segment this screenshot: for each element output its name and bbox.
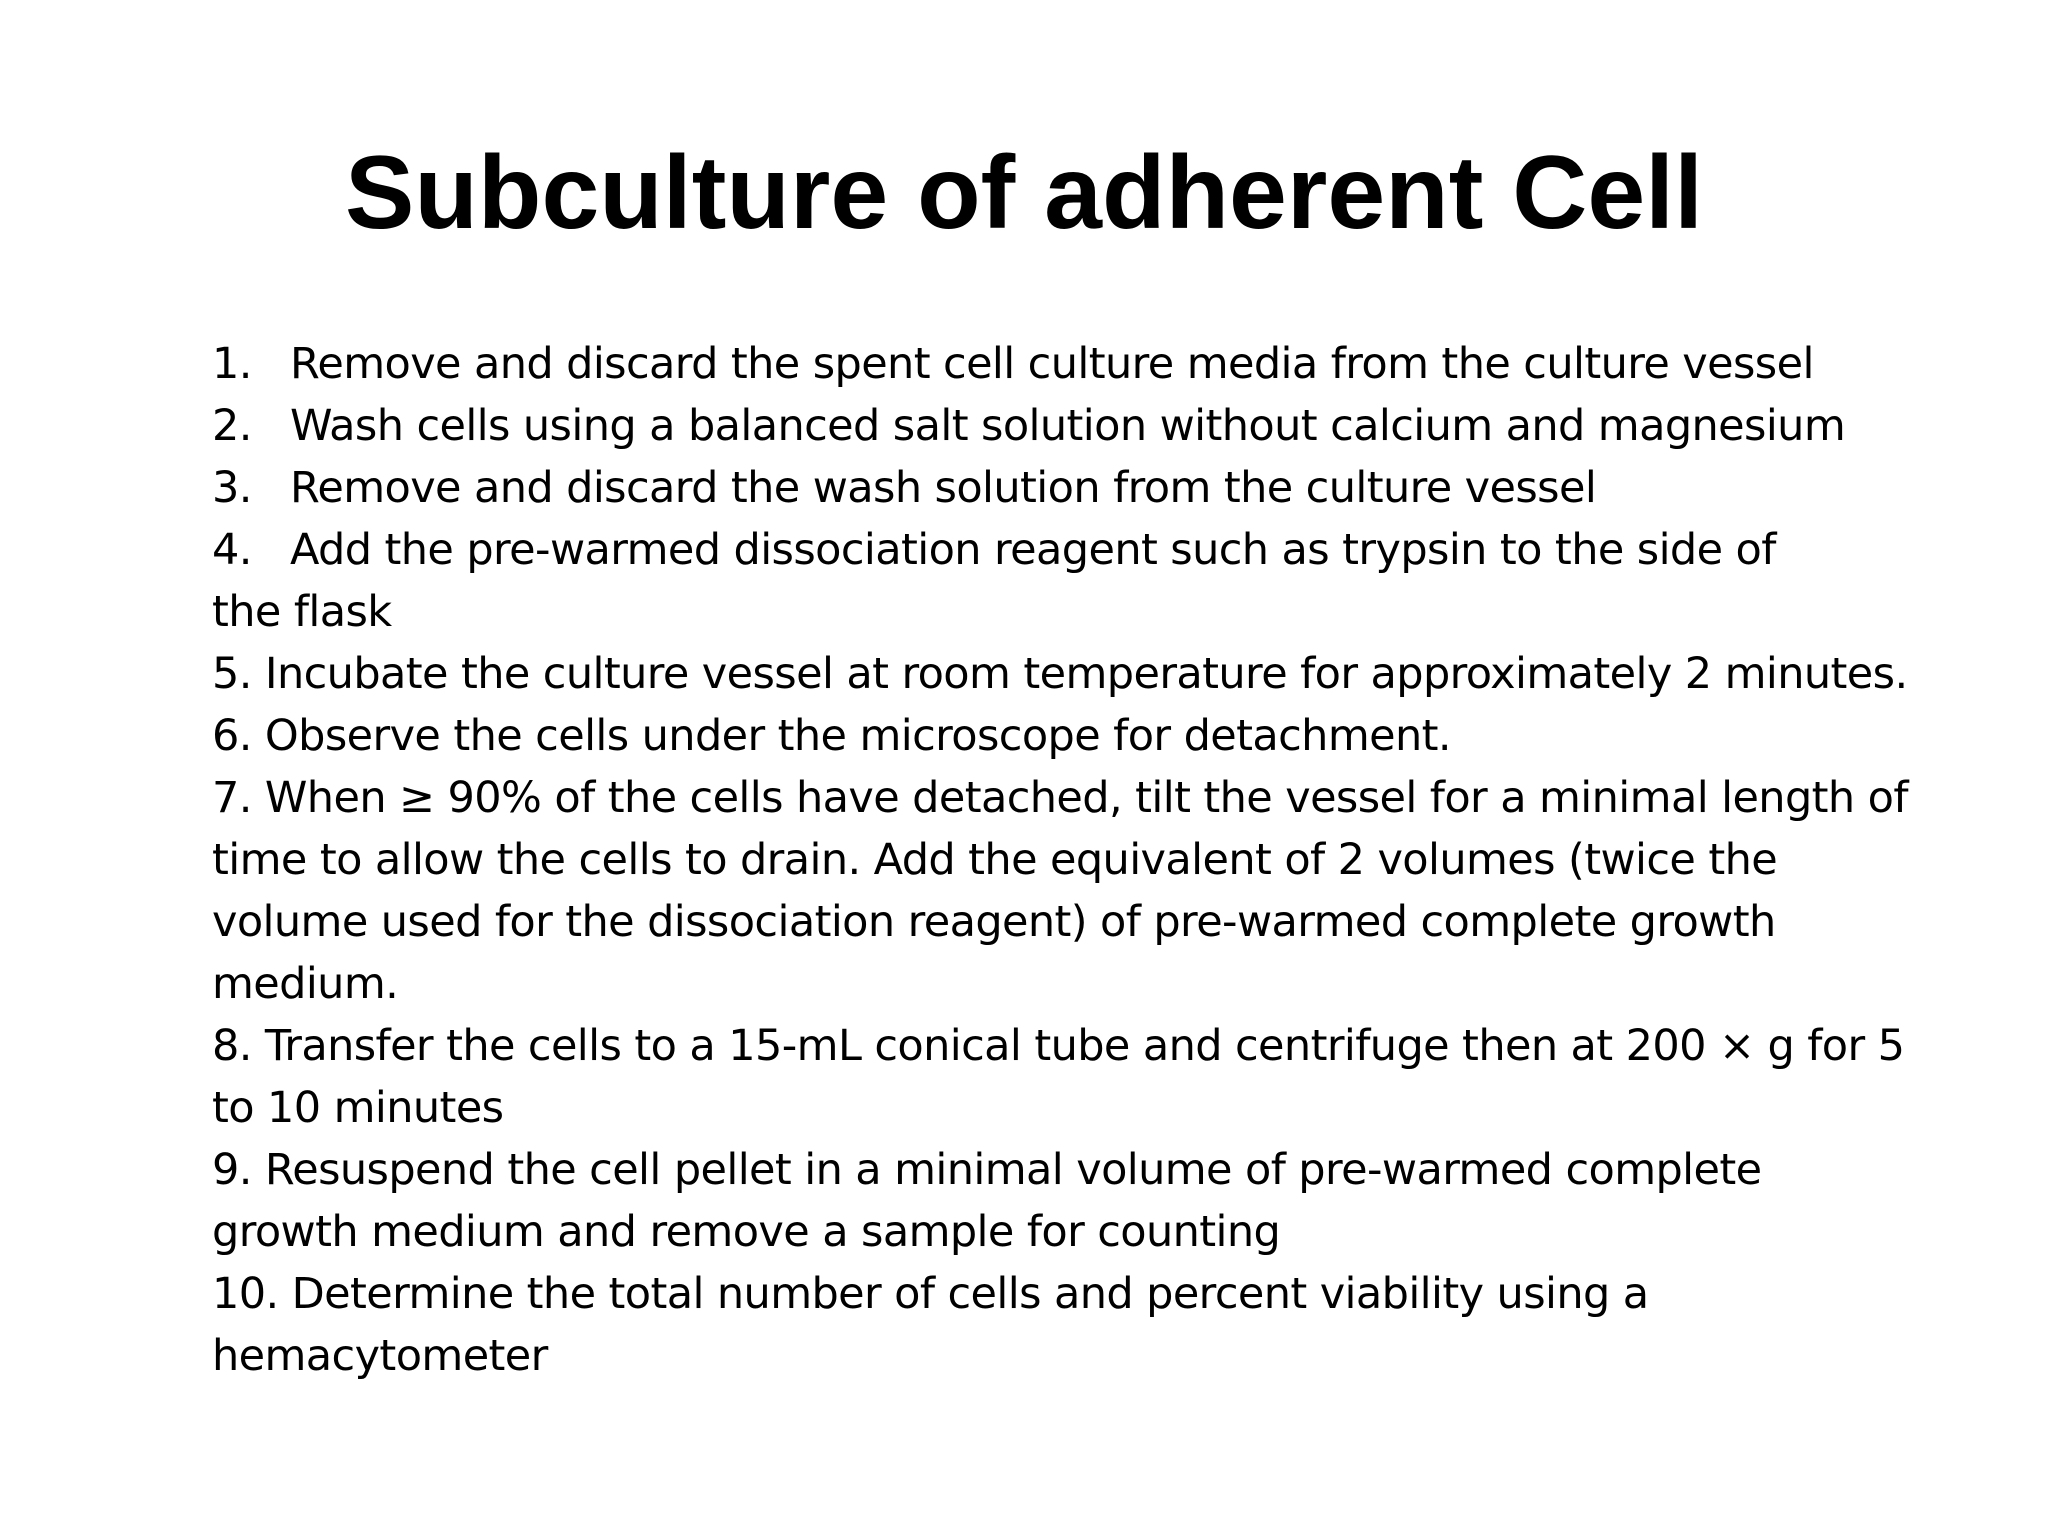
step-text: Remove and discard the wash solution from the culture vessel [290,463,1597,513]
text-line: 7. When ≥ 90% of the cells have detached, tilt the vessel for a minimal length of [212,773,1908,823]
step-line [212,457,1912,519]
slide-title: Subculture of adherent Cell [345,135,1703,251]
text-line: time to allow the cells to drain. Add the equivalent of 2 volumes (twice the [212,835,1778,885]
step-number: 4. [212,525,252,575]
text-line: volume used for the dissociation reagent) of pre-warmed complete growth [212,897,1776,947]
text-line: medium. [212,959,399,1009]
step-number: 2. [212,401,252,451]
step-number: 1. [212,339,252,389]
steps-list [212,333,1912,1387]
text-line: 10. Determine the total number of cells and percent viability using a [212,1269,1649,1319]
step-text: Add the pre-warmed dissociation reagent such as trypsin to the side of [290,525,1776,575]
text-line: to 10 minutes [212,1083,504,1133]
text-line: 6. Observe the cells under the microscope for detachment. [212,711,1451,761]
text-line: growth medium and remove a sample for counting [212,1207,1281,1257]
step-text: Remove and discard the spent cell culture media from the culture vessel [290,339,1814,389]
text-line: the flask [212,587,392,637]
text-line: 5. Incubate the culture vessel at room temperature for approximately 2 minutes. [212,649,1908,699]
text-line: 9. Resuspend the cell pellet in a minimal volume of pre-warmed complete [212,1145,1762,1195]
step-text: Wash cells using a balanced salt solution without calcium and magnesium [290,401,1846,451]
text-line: hemacytometer [212,1331,548,1381]
step-line [212,333,1912,395]
text-line: 8. Transfer the cells to a 15-mL conical tube and centrifuge then at 200 × g for 5 [212,1021,1905,1071]
step-number: 3. [212,463,252,513]
step-line [212,395,1912,457]
step-line [212,519,1912,581]
